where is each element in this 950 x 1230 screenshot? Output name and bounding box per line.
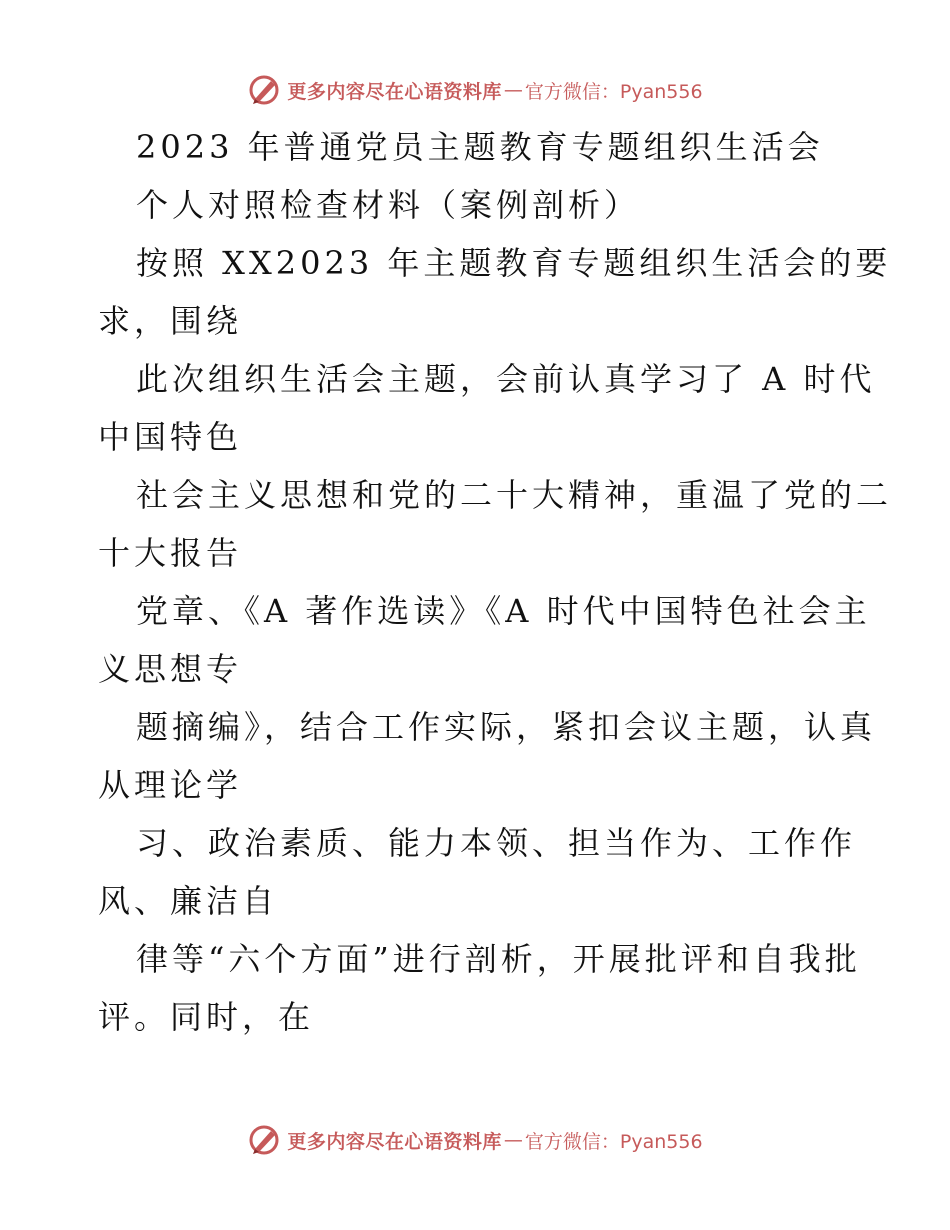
- pen-logo-icon: [247, 73, 281, 107]
- watermark-contact: 官方微信：Pyan556: [524, 1130, 703, 1153]
- watermark-text: 更多内容尽在心语资料库: [287, 80, 502, 103]
- watermark-dash: —: [503, 79, 523, 101]
- doc-text-line: 求，围绕: [98, 302, 243, 340]
- header-watermark: [0, 70, 950, 110]
- footer-watermark: [0, 1120, 950, 1160]
- watermark-contact: 官方微信：Pyan556: [524, 80, 703, 103]
- doc-text-line: 党章、《A 著作选读》《A 时代中国特色社会主: [136, 592, 871, 630]
- doc-title-line-2: 个人对照检查材料（案例剖析）: [136, 186, 641, 224]
- doc-text-line: 评。同时，在: [98, 998, 315, 1036]
- watermark-text: 更多内容尽在心语资料库: [287, 1130, 502, 1153]
- doc-title-line-1: 2023 年普通党员主题教育专题组织生活会: [136, 128, 824, 166]
- doc-text-line: 从理论学: [98, 766, 243, 804]
- doc-text-line: 此次组织生活会主题，会前认真学习了 A 时代: [136, 360, 876, 398]
- doc-text-line: 律等“六个方面”进行剖析，开展批评和自我批: [136, 940, 861, 978]
- document-body: [98, 118, 893, 1046]
- doc-text-line: 风、廉洁自: [98, 882, 279, 920]
- doc-text-line: 义思想专: [98, 650, 243, 688]
- doc-text-line: 中国特色: [98, 418, 243, 456]
- doc-text-line: 按照 XX2023 年主题教育专题组织生活会的要: [136, 244, 892, 282]
- doc-text-line: 题摘编》，结合工作实际，紧扣会议主题，认真: [136, 708, 877, 746]
- pen-logo-icon: [247, 1123, 281, 1157]
- doc-text-line: 社会主义思想和党的二十大精神，重温了党的二: [136, 476, 893, 514]
- doc-text-line: 十大报告: [98, 534, 243, 572]
- watermark-dash: —: [503, 1129, 523, 1151]
- doc-text-line: 习、政治素质、能力本领、担当作为、工作作: [136, 824, 857, 862]
